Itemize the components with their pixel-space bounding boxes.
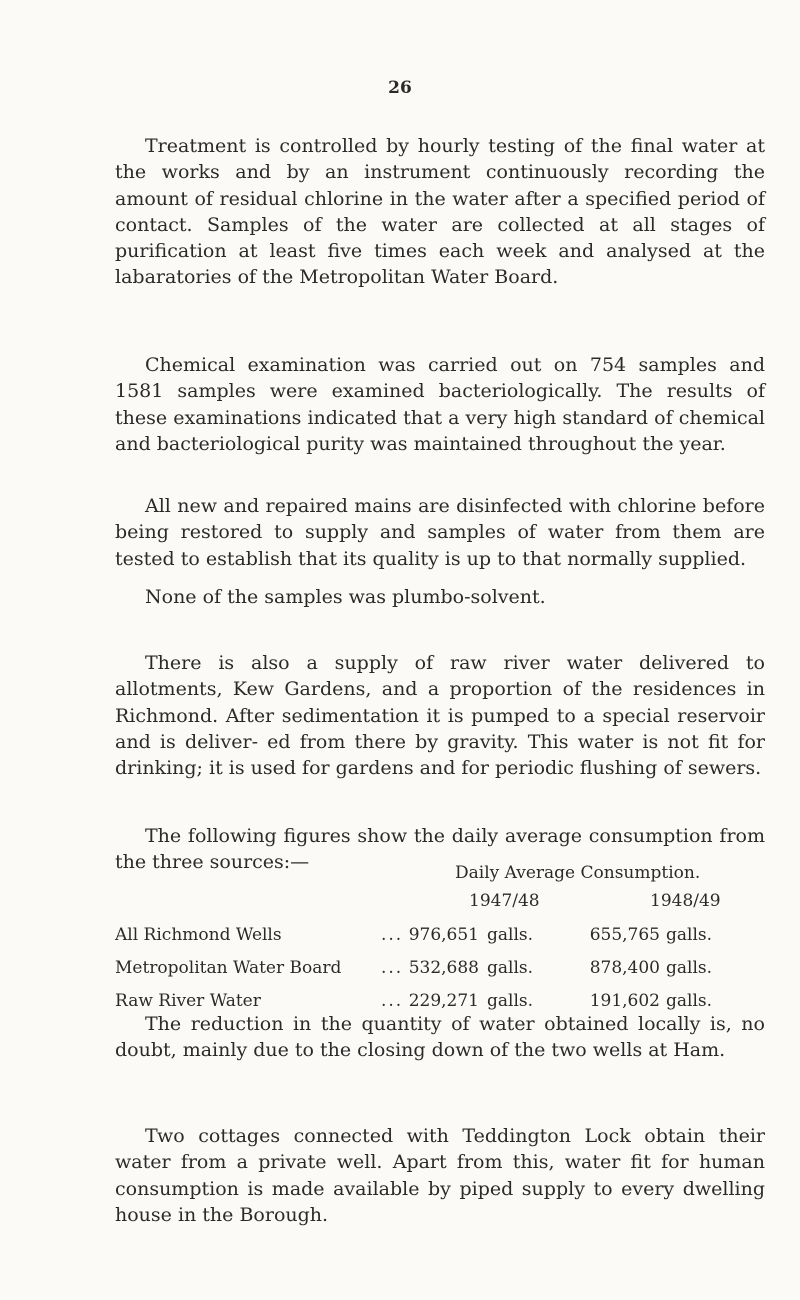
page-number: 26: [388, 78, 412, 98]
row-unit-1947-48: galls.: [487, 991, 534, 1011]
row-unit-1948-49: galls.: [666, 925, 713, 945]
row-value-1947-48: 976,651: [408, 925, 479, 945]
paragraph-figures-intro: The following figures show the daily average consumption from the three sources:—: [115, 825, 765, 874]
row-value-1948-49: 655,765: [589, 925, 660, 945]
table-column-1948-49: 1948/49: [650, 891, 721, 911]
paragraph-treatment: Treatment is controlled by hourly testing of the final water at the works and by an instrument continuously recording the amount of residual chlorine in the water after a specified period of contact. Samples of the water are collected at all stages of purification at least five times each week and analysed at the labaratories of the Metropolitan Water Board.: [115, 135, 765, 289]
row-unit-1947-48: galls.: [487, 958, 534, 978]
row-value-1947-48: 532,688: [408, 958, 479, 978]
paragraph-chemical-examination: Chemical examination was carried out on 754 samples and 1581 samples were examined bacteriologically. The results of these examinations indicated that a very high standard of chemical and bacteriological purity was maintained throughout the year.: [115, 354, 765, 455]
table-column-1947-48: 1947/48: [469, 891, 540, 911]
row-value-1948-49: 878,400: [589, 958, 660, 978]
table-group-header: Daily Average Consumption.: [455, 863, 701, 883]
row-source: All Richmond Wells: [115, 925, 282, 945]
row-leader: ...: [381, 991, 404, 1011]
table-row: [115, 958, 765, 984]
row-leader: ...: [381, 925, 404, 945]
paragraph-plumbo-solvent: None of the samples was plumbo-solvent.: [145, 586, 546, 608]
table-row: [115, 925, 765, 951]
row-value-1948-49: 191,602: [589, 991, 660, 1011]
row-unit-1948-49: galls.: [666, 958, 713, 978]
row-unit-1947-48: galls.: [487, 925, 534, 945]
paragraph-raw-river-water: There is also a supply of raw river water delivered to allotments, Kew Gardens, and a proportion of the residences in Richmond. After sedimentation it is pumped to a special reservoir and is deliver- ed from there by gravity. This water is not fit for drinking; it is used for gardens and for periodic flushing of sewers.: [115, 652, 765, 780]
row-source: Raw River Water: [115, 991, 261, 1011]
row-unit-1948-49: galls.: [666, 991, 713, 1011]
row-leader: ...: [381, 958, 404, 978]
row-source: Metropolitan Water Board: [115, 958, 342, 978]
paragraph-cottages: Two cottages connected with Teddington Lock obtain their water from a private well. Apart from this, water fit for human consumption is made available by piped supply to every dwelling house in the Borough.: [115, 1125, 765, 1226]
row-value-1947-48: 229,271: [408, 991, 479, 1011]
paragraph-mains-disinfection: All new and repaired mains are disinfected with chlorine before being restored to supply and samples of water from them are tested to establish that its quality is up to that normally supplied.: [115, 495, 765, 570]
paragraph-reduction: The reduction in the quantity of water obtained locally is, no doubt, mainly due to the closing down of the two wells at Ham.: [115, 1013, 765, 1062]
